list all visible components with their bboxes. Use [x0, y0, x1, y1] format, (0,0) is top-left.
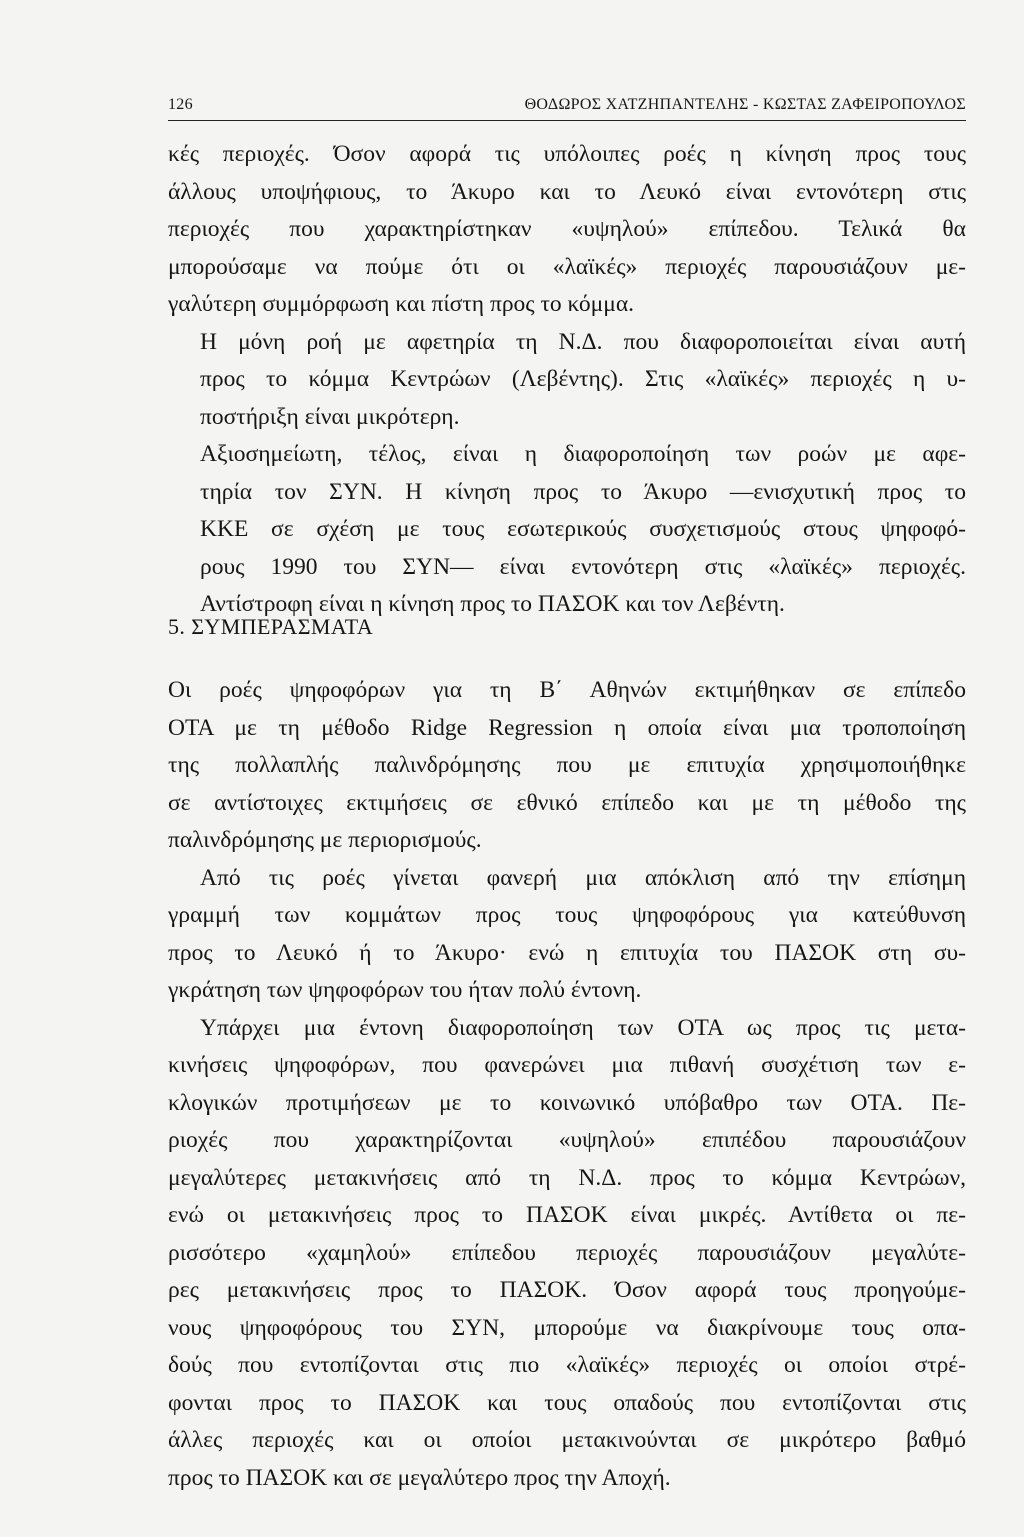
text-line: νους ψηφοφόρους του ΣΥΝ, μπορούμε να διακρίνουμε τους οπα- — [168, 1314, 966, 1341]
body-text-top — [168, 136, 966, 624]
text-line: ΚΚΕ σε σχέση με τους εσωτερικούς συσχετισμούς στους ψηφοφό- — [200, 516, 966, 542]
text-line: κλογικών προτιμήσεων με το κοινωνικό υπόβαθρο των ΟΤΑ. Πε- — [168, 1089, 966, 1116]
text-line: γραμμή των κομμάτων προς τους ψηφοφόρους για κατεύθυνση — [168, 902, 966, 928]
text-line: Αντίστροφη είναι η κίνηση προς το ΠΑΣΟΚ και τον Λεβέντη. — [200, 591, 785, 617]
text-line: παλινδρόμησης με περιορισμούς. — [168, 827, 482, 853]
text-line: γαλύτερη συμμόρφωση και πίστη προς το κόμμα. — [168, 291, 635, 317]
section-heading: 5. ΣΥΜΠΕΡΑΣΜΑΤΑ — [168, 614, 374, 639]
text-line: Από τις ροές γίνεται φανερή μια απόκλιση από την επίσημη — [200, 864, 966, 891]
text-line: κές περιοχές. Όσον αφορά τις υπόλοιπες ροές η κίνηση προς τους — [168, 141, 966, 167]
text-line: τηρία τον ΣΥΝ. Η κίνηση προς το Άκυρο —ενισχυτική προς το — [200, 478, 966, 505]
text-line: ρες μετακινήσεις προς το ΠΑΣΟΚ. Όσον αφορά τους προηγούμε- — [168, 1277, 966, 1303]
text-line: προς το Λευκό ή το Άκυρο· ενώ η επιτυχία του ΠΑΣΟΚ στη συ- — [168, 939, 966, 966]
running-header — [168, 94, 966, 121]
text-line: άλλους υποψήφιους, το Άκυρο και το Λευκό είναι εντονότερη στις — [168, 178, 966, 205]
text-line: ριοχές που χαρακτηρίζονται «υψηλού» επιπέδου παρουσιάζουν — [168, 1127, 966, 1153]
text-line: μπορούσαμε να πούμε ότι οι «λαϊκές» περιοχές παρουσιάζουν με- — [168, 253, 966, 280]
text-line: ρισσότερο «χαμηλού» επίπεδου περιοχές παρουσιάζουν μεγαλύτε- — [168, 1239, 966, 1266]
text-line: Υπάρχει μια έντονη διαφοροποίηση των ΟΤΑ ως προς τις μετα- — [200, 1014, 966, 1041]
text-line: περιοχές που χαρακτηρίστηκαν «υψηλού» επίπεδου. Τελικά θα — [168, 216, 966, 242]
text-line: ενώ οι μετακινήσεις προς το ΠΑΣΟΚ είναι μικρές. Αντίθετα οι πε- — [168, 1202, 966, 1228]
text-line: προς το ΠΑΣΟΚ και σε μεγαλύτερο προς την Αποχή. — [168, 1464, 671, 1491]
text-line: Οι ροές ψηφοφόρων για τη Β΄ Αθηνών εκτιμήθηκαν σε επίπεδο — [168, 677, 966, 703]
text-line: ρους 1990 του ΣΥΝ— είναι εντονότερη στις «λαϊκές» περιοχές. — [200, 553, 966, 580]
text-line: της πολλαπλής παλινδρόμησης που με επιτυχία χρησιμοποιήθηκε — [168, 752, 966, 778]
paragraph — [168, 672, 966, 860]
text-line: προς το κόμμα Κεντρώων (Λεβέντης). Στις «λαϊκές» περιοχές η υ- — [200, 366, 966, 392]
text-line: ΟΤΑ με τη μέθοδο Ridge Regression η οποία είναι μια τροποποίηση — [168, 714, 966, 741]
text-line: φονται προς το ΠΑΣΟΚ και τους οπαδούς που εντοπίζονται στις — [168, 1389, 966, 1416]
text-line: κινήσεις ψηφοφόρων, που φανερώνει μια πιθανή συσχέτιση των ε- — [168, 1052, 966, 1078]
text-line: μεγαλύτερες μετακινήσεις από τη Ν.Δ. προς το κόμμα Κεντρώων, — [168, 1164, 966, 1191]
paragraph — [168, 436, 966, 624]
page-number: 126 — [168, 96, 193, 113]
body-text-conclusions — [168, 672, 966, 1497]
paragraph — [168, 1010, 966, 1498]
text-line: δούς που εντοπίζονται στις πιο «λαϊκές» περιοχές οι οποίοι στρέ- — [168, 1352, 966, 1378]
text-line: Αξιοσημείωτη, τέλος, είναι η διαφοροποίηση των ροών με αφε- — [200, 441, 966, 467]
text-line: γκράτηση των ψηφοφόρων του ήταν πολύ έντονη. — [168, 977, 642, 1003]
paragraph — [168, 136, 966, 324]
paragraph — [168, 324, 966, 437]
paragraph — [168, 860, 966, 1010]
text-line: σε αντίστοιχες εκτιμήσεις σε εθνικό επίπεδο και με τη μέθοδο της — [168, 789, 966, 816]
text-line: άλλες περιοχές και οι οποίοι μετακινούνται σε μικρότερο βαθμό — [168, 1427, 966, 1453]
text-line: Η μόνη ροή με αφετηρία τη Ν.Δ. που διαφοροποιείται είναι αυτή — [200, 328, 966, 355]
running-title: ΘΟΔΩΡΟΣ ΧΑΤΖΗΠΑΝΤΕΛΗΣ - ΚΩΣΤΑΣ ΖΑΦΕΙΡΟΠΟΥΛΟΣ — [524, 96, 966, 113]
text-line: ποστήριξη είναι μικρότερη. — [200, 403, 460, 430]
